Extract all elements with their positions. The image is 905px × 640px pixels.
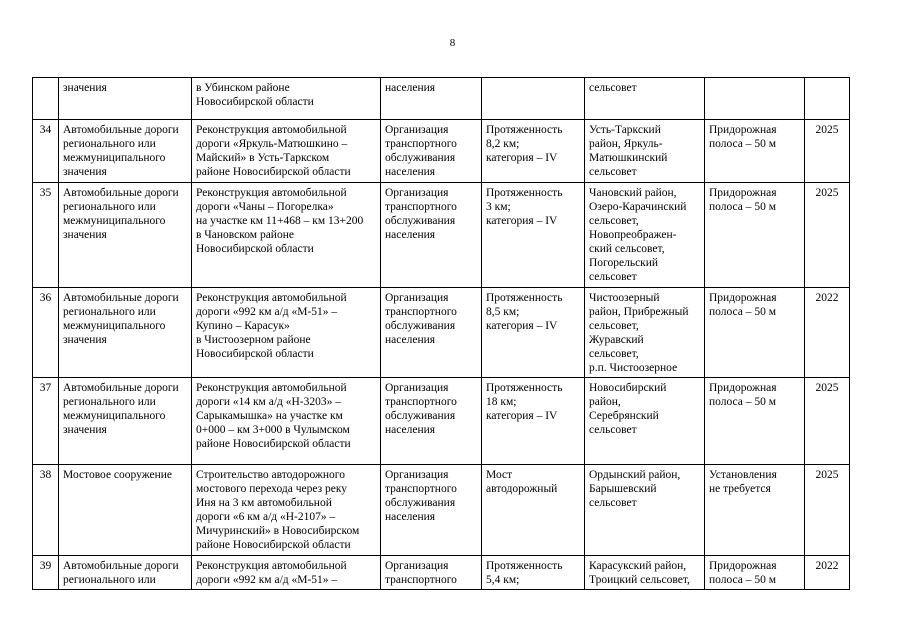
table-row	[33, 120, 850, 183]
table-row	[33, 183, 850, 288]
object-name: Строительство автодорожного мостового перехода через реку Иня на 3 км автомобильной дороги «6 км а/д «Н-2107» – Мичуринский» в Новосибирском районе Новосибирской области	[192, 465, 381, 556]
row-number: 35	[33, 183, 59, 288]
object-type: Автомобильные дороги регионального или межмуниципального значения	[59, 183, 192, 288]
object-purpose: Организация транспортного обслуживания населения	[381, 465, 482, 556]
table-row	[33, 556, 850, 590]
row-number	[33, 78, 59, 120]
object-name: Реконструкция автомобильной дороги «Чаны – Погорелка» на участке км 11+468 – км 13+200 в Чановском районе Новосибирской области	[192, 183, 381, 288]
object-year: 2025	[805, 465, 850, 556]
object-name: Реконструкция автомобильной дороги «14 км а/д «Н-3203» – Сарыкамышка» на участке км 0+000 – км 3+000 в Чулымском районе Новосибирской области	[192, 378, 381, 465]
object-location: Карасукский район, Троицкий сельсовет,	[585, 556, 705, 590]
object-characteristics: Протяженность 8,5 км; категория – IV	[482, 288, 585, 378]
object-year: 2022	[805, 556, 850, 590]
object-name: в Убинском районе Новосибирской области	[192, 78, 381, 120]
object-location: сельсовет	[585, 78, 705, 120]
row-number: 38	[33, 465, 59, 556]
object-purpose: Организация транспортного обслуживания населения	[381, 288, 482, 378]
object-zone: Придорожная полоса – 50 м	[705, 120, 805, 183]
object-location: Новосибирский район, Серебрянский сельсовет	[585, 378, 705, 465]
object-location: Ордынский район, Барышевский сельсовет	[585, 465, 705, 556]
object-year: 2022	[805, 288, 850, 378]
object-type: Автомобильные дороги регионального или	[59, 556, 192, 590]
object-purpose: населения	[381, 78, 482, 120]
object-purpose: Организация транспортного обслуживания населения	[381, 378, 482, 465]
object-characteristics: Протяженность 8,2 км; категория – IV	[482, 120, 585, 183]
object-zone: Установления не требуется	[705, 465, 805, 556]
object-type: Автомобильные дороги регионального или межмуниципального значения	[59, 120, 192, 183]
object-type: Автомобильные дороги регионального или межмуниципального значения	[59, 288, 192, 378]
object-name: Реконструкция автомобильной дороги «992 км а/д «М-51» –	[192, 556, 381, 590]
row-number: 36	[33, 288, 59, 378]
object-name: Реконструкция автомобильной дороги «Яркуль-Матюшкино – Майский» в Усть-Таркском районе Новосибирской области	[192, 120, 381, 183]
objects-table	[32, 77, 850, 590]
row-number: 39	[33, 556, 59, 590]
object-characteristics: Протяженность 5,4 км;	[482, 556, 585, 590]
page-number: 8	[449, 37, 456, 49]
table-row	[33, 378, 850, 465]
table-row	[33, 465, 850, 556]
object-location: Чистоозерный район, Прибрежный сельсовет, Журавский сельсовет, р.п. Чистоозерное	[585, 288, 705, 378]
object-location: Усть-Таркский район, Яркуль- Матюшкинский сельсовет	[585, 120, 705, 183]
object-type: Автомобильные дороги регионального или межмуниципального значения	[59, 378, 192, 465]
object-year: 2025	[805, 183, 850, 288]
object-zone: Придорожная полоса – 50 м	[705, 183, 805, 288]
object-zone	[705, 78, 805, 120]
object-name: Реконструкция автомобильной дороги «992 км а/д «М-51» – Купино – Карасук» в Чистоозерном районе Новосибирской области	[192, 288, 381, 378]
row-number: 37	[33, 378, 59, 465]
object-year: 2025	[805, 378, 850, 465]
object-year	[805, 78, 850, 120]
table-row	[33, 288, 850, 378]
object-purpose: Организация транспортного обслуживания населения	[381, 120, 482, 183]
object-zone: Придорожная полоса – 50 м	[705, 288, 805, 378]
row-number: 34	[33, 120, 59, 183]
object-zone: Придорожная полоса – 50 м	[705, 556, 805, 590]
object-purpose: Организация транспортного	[381, 556, 482, 590]
object-characteristics: Мост автодорожный	[482, 465, 585, 556]
object-characteristics: Протяженность 18 км; категория – IV	[482, 378, 585, 465]
object-characteristics: Протяженность 3 км; категория – IV	[482, 183, 585, 288]
object-year: 2025	[805, 120, 850, 183]
object-type: Мостовое сооружение	[59, 465, 192, 556]
object-zone: Придорожная полоса – 50 м	[705, 378, 805, 465]
table-row	[33, 78, 850, 120]
object-type: значения	[59, 78, 192, 120]
object-location: Чановский район, Озеро-Карачинский сельсовет, Новопреображен- ский сельсовет, Погорельский сельсовет	[585, 183, 705, 288]
object-purpose: Организация транспортного обслуживания населения	[381, 183, 482, 288]
object-characteristics	[482, 78, 585, 120]
